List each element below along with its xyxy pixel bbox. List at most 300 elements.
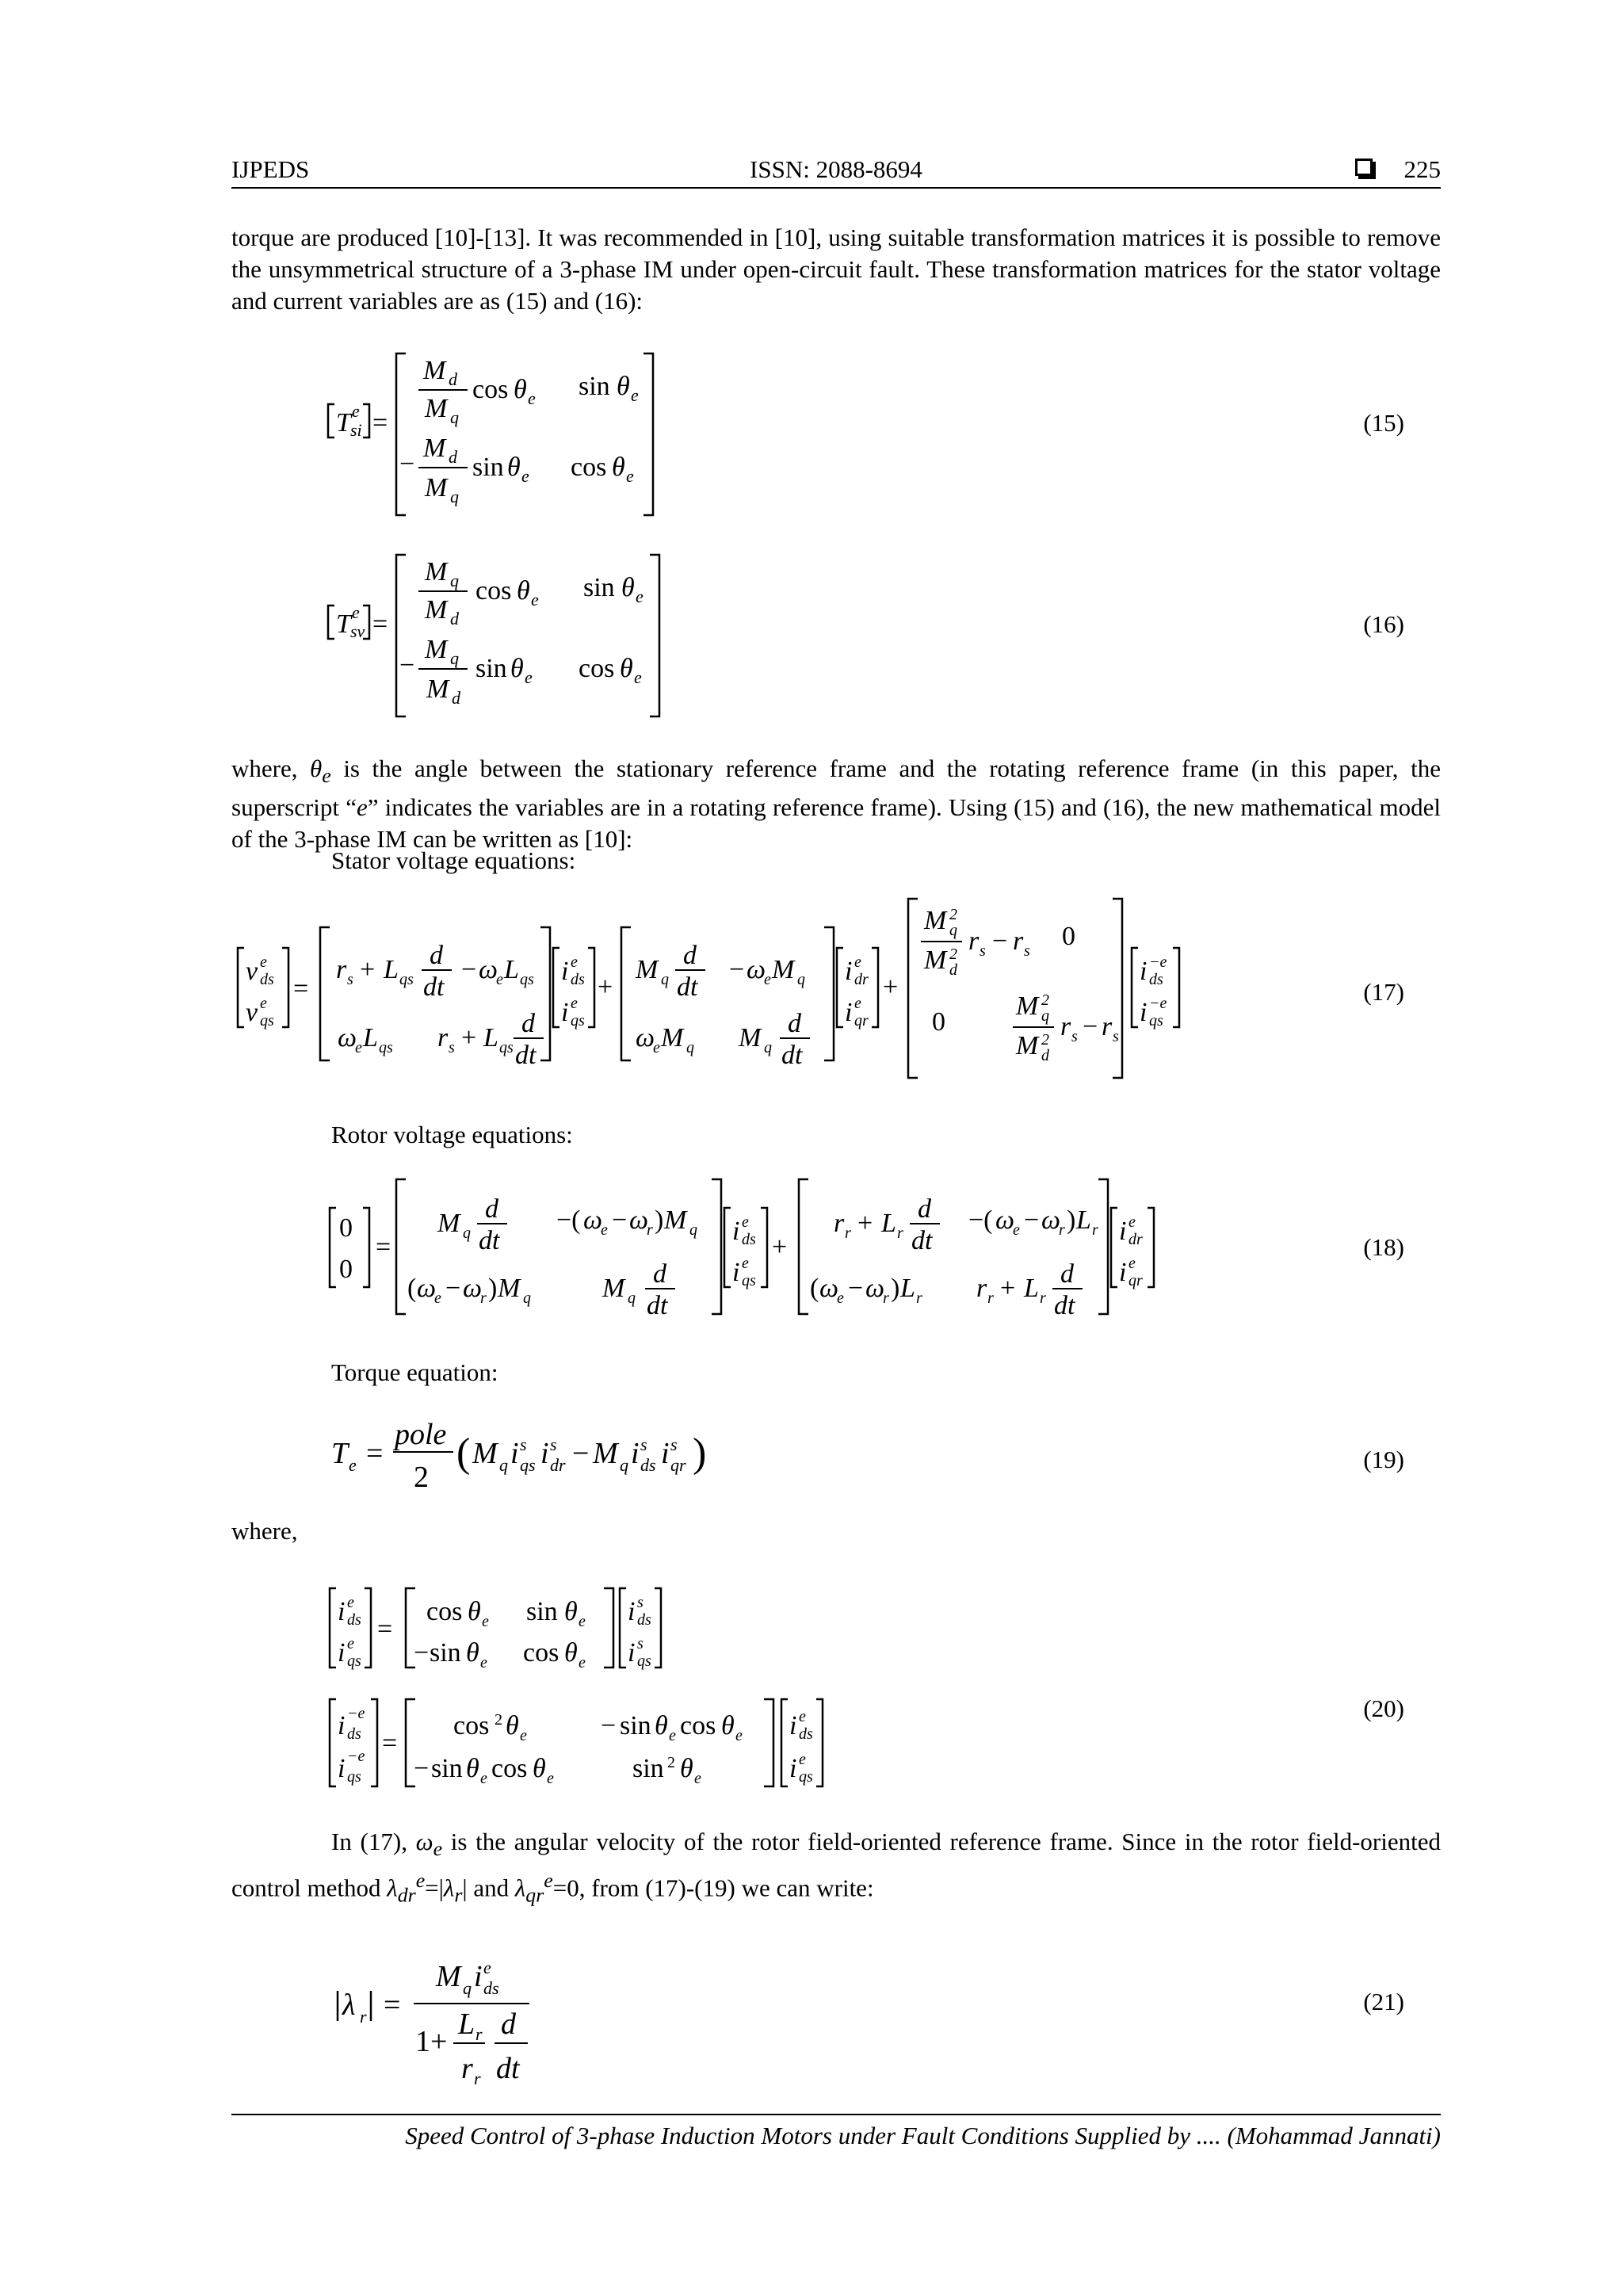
svg-text:i: i xyxy=(789,1711,797,1740)
svg-text:v: v xyxy=(246,957,258,986)
svg-text:sin: sin xyxy=(579,372,610,401)
svg-text:d: d xyxy=(449,447,457,467)
svg-text:r: r xyxy=(437,1023,449,1052)
svg-text:qs: qs xyxy=(520,1455,536,1475)
svg-text:d: d xyxy=(918,1194,931,1224)
svg-text:M: M xyxy=(924,946,947,975)
svg-text:=: = xyxy=(377,1614,393,1644)
svg-text:−: − xyxy=(461,955,477,984)
equation-number-20: (20) xyxy=(1363,1694,1404,1722)
svg-text:qs: qs xyxy=(347,1652,361,1670)
rotor-label: Rotor voltage equations: xyxy=(331,1121,573,1148)
svg-text:1+: 1+ xyxy=(415,2025,448,2058)
svg-text:e: e xyxy=(1013,1221,1020,1239)
svg-text:−: − xyxy=(848,1274,864,1303)
where-label: where, xyxy=(231,1517,298,1545)
svg-text:e: e xyxy=(735,1727,743,1744)
svg-text:+: + xyxy=(1000,1274,1016,1303)
svg-text:i: i xyxy=(732,1258,740,1287)
svg-text:e: e xyxy=(260,953,267,971)
svg-text:e: e xyxy=(854,995,861,1012)
svg-text:r: r xyxy=(897,1224,903,1242)
svg-text:qs: qs xyxy=(347,1768,361,1786)
svg-text:s: s xyxy=(637,1594,643,1611)
svg-text:i: i xyxy=(628,1638,636,1668)
svg-text:+: + xyxy=(857,1209,873,1238)
svg-text:i: i xyxy=(1119,1258,1127,1287)
svg-text:−e: −e xyxy=(1149,995,1167,1012)
equation-21 xyxy=(327,1942,564,2092)
svg-text:r: r xyxy=(976,1274,987,1303)
svg-text:2: 2 xyxy=(949,906,957,923)
svg-text:e: e xyxy=(521,466,529,486)
svg-text:r: r xyxy=(336,955,347,984)
svg-text:q: q xyxy=(450,648,459,668)
svg-text:r: r xyxy=(968,926,980,956)
svg-text:ds: ds xyxy=(742,1231,756,1248)
equation-20 xyxy=(327,1582,834,1796)
svg-text:0: 0 xyxy=(339,1213,353,1243)
svg-text:i: i xyxy=(561,998,569,1027)
svg-text:ω: ω xyxy=(479,955,498,984)
svg-text:e: e xyxy=(631,385,639,405)
svg-text:e: e xyxy=(434,1289,441,1307)
svg-text:sin: sin xyxy=(430,1638,461,1668)
svg-text:i: i xyxy=(845,998,853,1027)
equation-number-21: (21) xyxy=(1363,1988,1404,2015)
svg-text:dt: dt xyxy=(479,1226,500,1255)
svg-text:s: s xyxy=(1071,1028,1078,1045)
svg-text:0: 0 xyxy=(932,1007,945,1037)
svg-text:e: e xyxy=(634,667,642,687)
svg-text:qs: qs xyxy=(1149,1012,1163,1030)
svg-text:=: = xyxy=(293,974,309,1003)
journal-name: IJPEDS xyxy=(231,155,310,183)
svg-text:e: e xyxy=(480,1770,487,1787)
svg-text:e: e xyxy=(694,1770,701,1787)
svg-text:M: M xyxy=(437,1209,460,1238)
svg-text:d: d xyxy=(449,369,457,389)
svg-text:sin: sin xyxy=(620,1711,651,1740)
svg-text:q: q xyxy=(686,1039,694,1056)
svg-text:i: i xyxy=(628,1597,636,1626)
svg-text:d: d xyxy=(788,1009,801,1038)
svg-text:0: 0 xyxy=(339,1255,353,1284)
svg-text:qr: qr xyxy=(670,1455,686,1475)
svg-text:θ: θ xyxy=(466,1638,479,1668)
svg-text:qs: qs xyxy=(260,1012,274,1030)
svg-text:ds: ds xyxy=(799,1725,813,1743)
svg-text:M: M xyxy=(425,557,448,586)
svg-text:d: d xyxy=(653,1259,666,1289)
svg-text:M: M xyxy=(436,1960,461,1993)
svg-text:e: e xyxy=(742,1255,749,1272)
svg-text:−: − xyxy=(1083,1012,1098,1041)
svg-text:dr: dr xyxy=(1128,1231,1143,1248)
svg-text:+: + xyxy=(461,1023,477,1052)
svg-text:ω: ω xyxy=(1041,1205,1061,1235)
svg-text:L: L xyxy=(1024,1274,1039,1303)
svg-text:ds: ds xyxy=(260,971,274,988)
svg-text:θ: θ xyxy=(655,1711,668,1740)
svg-text:sin: sin xyxy=(526,1597,558,1626)
checkbox-square-icon xyxy=(1355,159,1373,176)
svg-text:): ) xyxy=(1067,1205,1076,1235)
svg-text:θ: θ xyxy=(620,654,633,683)
svg-text:−: − xyxy=(992,926,1008,956)
svg-text:e: e xyxy=(349,1455,357,1475)
svg-text:r: r xyxy=(360,2007,367,2027)
svg-text:L: L xyxy=(458,2008,475,2041)
svg-text:M: M xyxy=(1016,1031,1039,1060)
svg-text:e: e xyxy=(799,1751,806,1768)
svg-text:2: 2 xyxy=(1041,1031,1049,1049)
svg-text:e: e xyxy=(571,995,578,1012)
svg-text:dt: dt xyxy=(1054,1291,1075,1319)
svg-text:r: r xyxy=(474,2069,481,2088)
svg-text:e: e xyxy=(347,1635,354,1652)
svg-text:d: d xyxy=(430,941,443,970)
svg-text:(: ( xyxy=(407,1274,417,1303)
svg-text:cos: cos xyxy=(571,453,607,482)
svg-text:i: i xyxy=(338,1711,346,1740)
svg-text:sin: sin xyxy=(583,573,615,602)
svg-text:M: M xyxy=(425,635,448,664)
svg-text:e: e xyxy=(355,1039,362,1056)
intro-paragraph: torque are produced [10]-[13]. It was recommended in [10], using suitable transformation matrices it is possible to remove the unsymmetrical structure of a 3-phase IM under open-circuit fault. These transformation matrices for the stator voltage and current variables are as (15) and (16): xyxy=(231,223,1441,315)
svg-text:e: e xyxy=(525,667,533,687)
svg-text:q: q xyxy=(949,922,957,939)
svg-text:q: q xyxy=(450,487,459,506)
svg-text:M: M xyxy=(636,955,659,984)
svg-text:−e: −e xyxy=(347,1748,365,1765)
svg-text:ω: ω xyxy=(819,1274,839,1303)
svg-text:sin: sin xyxy=(632,1754,664,1783)
svg-text:L: L xyxy=(504,955,519,984)
svg-text:M: M xyxy=(602,1274,625,1303)
svg-text:q: q xyxy=(523,1289,531,1307)
svg-text:s: s xyxy=(637,1635,643,1652)
svg-text:L: L xyxy=(900,1274,915,1303)
svg-text:θ: θ xyxy=(510,654,524,683)
svg-text:r: r xyxy=(1102,1012,1113,1041)
svg-text:M: M xyxy=(423,434,446,463)
svg-text:ds: ds xyxy=(347,1725,361,1743)
running-header xyxy=(231,152,1441,189)
svg-text:r: r xyxy=(834,1209,845,1238)
svg-text:−: − xyxy=(399,449,415,479)
svg-text:r: r xyxy=(916,1289,922,1307)
svg-text:i: i xyxy=(510,1437,519,1470)
svg-text:q: q xyxy=(764,1039,772,1056)
final-paragraph: In (17), $\omega_e$ is the angular velocity of the rotor field-oriented reference frame. Since in the rotor field-oriented control method $\lambda_{dr}^e=|\lambda_r|$ and $\lambda_{qr}^e=0$, from (17)-(19) we can write: xyxy=(231,1828,1441,1907)
svg-text:qs: qs xyxy=(379,1039,393,1056)
svg-text:2: 2 xyxy=(667,1754,675,1771)
svg-text:ω: ω xyxy=(417,1274,437,1303)
svg-text:): ) xyxy=(693,1431,707,1476)
svg-text:L: L xyxy=(1076,1205,1091,1235)
svg-text:θ: θ xyxy=(564,1638,578,1668)
stator-label: Stator voltage equations: xyxy=(331,846,576,874)
svg-text:ds: ds xyxy=(637,1611,651,1629)
issn: ISSN: 2088-8694 xyxy=(750,155,922,183)
svg-text:q: q xyxy=(628,1289,636,1307)
svg-text:L: L xyxy=(483,1023,498,1052)
svg-text:i: i xyxy=(789,1754,797,1783)
svg-text:θ: θ xyxy=(721,1711,735,1740)
svg-text:q: q xyxy=(661,971,669,988)
svg-text:ds: ds xyxy=(347,1611,361,1629)
svg-text:e: e xyxy=(1128,1255,1136,1272)
svg-text:ω: ω xyxy=(636,1023,655,1052)
svg-text:r: r xyxy=(1060,1012,1071,1041)
svg-text:i: i xyxy=(1119,1217,1127,1246)
equation-number-16: (16) xyxy=(1363,610,1404,638)
svg-text:q: q xyxy=(463,1978,472,1998)
svg-text:=: = xyxy=(366,1437,384,1470)
svg-text:M: M xyxy=(924,906,947,935)
svg-text:ω: ω xyxy=(629,1205,649,1235)
svg-text:i: i xyxy=(732,1217,740,1246)
svg-text:e: e xyxy=(496,971,503,988)
svg-text:pole: pole xyxy=(395,1418,447,1451)
svg-text:sin: sin xyxy=(475,654,507,683)
svg-text:q: q xyxy=(499,1455,508,1475)
svg-text:cos: cos xyxy=(453,1711,490,1740)
svg-text:ds: ds xyxy=(571,971,585,988)
svg-text:M: M xyxy=(664,1205,687,1235)
svg-text:cos: cos xyxy=(472,375,509,404)
svg-text:ω: ω xyxy=(865,1274,885,1303)
svg-text:L: L xyxy=(384,955,399,984)
svg-text:s: s xyxy=(1113,1028,1119,1045)
svg-text:e: e xyxy=(669,1727,676,1744)
svg-text:e: e xyxy=(837,1289,844,1307)
svg-text:dt: dt xyxy=(781,1041,803,1070)
svg-text:q: q xyxy=(620,1455,628,1475)
svg-text:T: T xyxy=(331,1437,349,1470)
svg-text:λ: λ xyxy=(342,1988,356,2022)
svg-text:e: e xyxy=(854,953,861,971)
svg-text:e: e xyxy=(528,388,536,408)
equation-number-15: (15) xyxy=(1363,409,1404,437)
svg-text:e: e xyxy=(482,1613,489,1630)
svg-text:cos: cos xyxy=(680,1711,716,1740)
svg-text:r: r xyxy=(647,1221,653,1239)
svg-text:M: M xyxy=(661,1023,684,1052)
svg-text:i: i xyxy=(540,1437,549,1470)
svg-text:−: − xyxy=(612,1205,628,1235)
svg-text:d: d xyxy=(1060,1259,1074,1289)
svg-text:i: i xyxy=(338,1597,346,1626)
svg-text:qr: qr xyxy=(1128,1272,1143,1289)
svg-text:ds: ds xyxy=(640,1455,656,1475)
svg-text:d: d xyxy=(949,961,957,979)
svg-text:θ: θ xyxy=(564,1597,578,1626)
svg-text:cos: cos xyxy=(426,1597,463,1626)
page-number: 225 xyxy=(1403,155,1441,183)
svg-text:q: q xyxy=(797,971,805,988)
svg-text:2: 2 xyxy=(495,1711,502,1729)
svg-text:dt: dt xyxy=(911,1226,933,1255)
svg-text:d: d xyxy=(485,1194,498,1224)
svg-text:): ) xyxy=(655,1205,664,1235)
svg-text:i: i xyxy=(561,957,569,986)
svg-text:T: T xyxy=(336,408,351,437)
svg-text:r: r xyxy=(461,2052,473,2085)
svg-text:i: i xyxy=(1140,998,1148,1027)
svg-text:+: + xyxy=(598,972,613,1002)
svg-text:ω: ω xyxy=(995,1205,1015,1235)
svg-text:θ: θ xyxy=(617,372,630,401)
svg-text:−: − xyxy=(414,1638,430,1668)
svg-text:e: e xyxy=(601,1221,608,1239)
svg-text:qs: qs xyxy=(499,1039,514,1056)
svg-text:dt: dt xyxy=(677,972,698,1002)
svg-text:M: M xyxy=(423,356,446,385)
equation-17 xyxy=(231,896,1214,1086)
svg-text:−(: −( xyxy=(556,1205,581,1235)
svg-text:=: = xyxy=(376,1232,391,1262)
svg-text:r: r xyxy=(845,1224,851,1242)
svg-text:−e: −e xyxy=(347,1705,365,1722)
svg-text:r: r xyxy=(987,1289,994,1307)
svg-text:θ: θ xyxy=(680,1754,693,1783)
equation-number-17: (17) xyxy=(1363,978,1404,1006)
svg-text:−: − xyxy=(572,1437,590,1470)
svg-text:θ: θ xyxy=(514,375,527,404)
svg-text:dt: dt xyxy=(647,1291,668,1319)
svg-text:L: L xyxy=(881,1209,896,1238)
svg-text:e: e xyxy=(636,586,643,606)
svg-text:M: M xyxy=(739,1023,762,1052)
svg-text:ω: ω xyxy=(463,1274,483,1303)
svg-text:r: r xyxy=(480,1289,487,1307)
svg-text:θ: θ xyxy=(507,453,521,482)
svg-text:q: q xyxy=(1041,1007,1049,1025)
svg-text:2: 2 xyxy=(949,946,957,963)
svg-text:−: − xyxy=(399,651,415,680)
svg-text:ds: ds xyxy=(1149,971,1163,988)
svg-text:L: L xyxy=(363,1023,378,1052)
svg-text:si: si xyxy=(350,420,362,440)
svg-text:dt: dt xyxy=(515,1041,537,1070)
svg-text:r: r xyxy=(1013,926,1024,956)
svg-text:θ: θ xyxy=(621,573,635,602)
svg-text:q: q xyxy=(450,407,459,427)
svg-text:sin: sin xyxy=(472,453,504,482)
svg-text:=: = xyxy=(382,1729,398,1758)
svg-text:dt: dt xyxy=(496,2052,520,2085)
svg-text:2: 2 xyxy=(414,1461,429,1494)
svg-text:T: T xyxy=(336,609,351,639)
svg-text:−e: −e xyxy=(1149,953,1167,971)
svg-text:dr: dr xyxy=(550,1455,566,1475)
where-paragraph: where, $\theta_e$ is the angle between the stationary reference frame and the rotating reference frame (in this paper, the superscript “e” indicates the variables are in a rotating reference frame). Using (15) and (16), the new mathematical model of the 3-phase IM can be written as [10]: xyxy=(231,755,1442,854)
svg-text:ds: ds xyxy=(483,1978,499,1998)
equation-number-18: (18) xyxy=(1363,1233,1404,1261)
svg-text:(: ( xyxy=(810,1274,819,1303)
svg-text:i: i xyxy=(338,1754,346,1783)
svg-text:e: e xyxy=(1128,1213,1136,1231)
equation-18 xyxy=(327,1176,1182,1319)
svg-text:M: M xyxy=(425,473,448,502)
svg-text:M: M xyxy=(426,674,449,704)
svg-text:s: s xyxy=(550,1435,557,1454)
svg-text:M: M xyxy=(498,1274,521,1303)
svg-text:sin: sin xyxy=(431,1754,463,1783)
svg-text:i: i xyxy=(1140,957,1148,986)
svg-text:e: e xyxy=(799,1708,806,1725)
svg-text:e: e xyxy=(352,602,360,622)
svg-text:−: − xyxy=(445,1274,461,1303)
svg-text:qr: qr xyxy=(854,1012,869,1030)
svg-text:cos: cos xyxy=(475,576,512,606)
svg-text:=: = xyxy=(384,1988,401,2022)
svg-text:M: M xyxy=(1016,991,1039,1021)
svg-text:2: 2 xyxy=(1041,991,1049,1009)
svg-text:s: s xyxy=(347,971,353,988)
svg-text:e: e xyxy=(347,1594,354,1611)
svg-text:e: e xyxy=(571,953,578,971)
svg-text:i: i xyxy=(338,1638,346,1668)
svg-text:ω: ω xyxy=(583,1205,603,1235)
svg-text:=: = xyxy=(372,408,388,437)
svg-text:q: q xyxy=(463,1224,471,1242)
svg-text:s: s xyxy=(640,1435,647,1454)
equation-16 xyxy=(317,550,689,724)
svg-text:qs: qs xyxy=(637,1652,651,1670)
svg-text:qs: qs xyxy=(799,1768,813,1786)
equation-number-19: (19) xyxy=(1363,1446,1404,1473)
svg-text:e: e xyxy=(260,995,267,1012)
svg-text:cos: cos xyxy=(579,654,615,683)
svg-text:θ: θ xyxy=(468,1597,481,1626)
svg-text:s: s xyxy=(449,1039,455,1056)
svg-text:dr: dr xyxy=(854,971,869,988)
svg-text:cos: cos xyxy=(491,1754,528,1783)
svg-text:−: − xyxy=(601,1711,617,1740)
svg-text:qs: qs xyxy=(520,971,534,988)
svg-text:i: i xyxy=(474,1960,483,1993)
svg-text:0: 0 xyxy=(1062,922,1075,951)
svg-text:θ: θ xyxy=(466,1754,479,1783)
equation-19 xyxy=(327,1409,723,1504)
svg-text:qs: qs xyxy=(742,1272,756,1289)
svg-text:θ: θ xyxy=(517,576,530,606)
equation-15 xyxy=(317,349,689,523)
svg-text:e: e xyxy=(579,1613,586,1630)
svg-text:): ) xyxy=(891,1274,900,1303)
svg-text:d: d xyxy=(1041,1047,1049,1064)
svg-text:cos: cos xyxy=(523,1638,559,1668)
svg-text:s: s xyxy=(670,1435,678,1454)
svg-text:q: q xyxy=(450,571,459,590)
svg-text:qs: qs xyxy=(399,971,414,988)
svg-text:M: M xyxy=(772,955,795,984)
svg-text:d: d xyxy=(501,2008,516,2041)
svg-text:r: r xyxy=(1092,1221,1098,1239)
svg-text:e: e xyxy=(742,1213,749,1231)
svg-text:(: ( xyxy=(456,1431,471,1476)
svg-text:e: e xyxy=(547,1770,554,1787)
svg-text:d: d xyxy=(450,609,459,628)
svg-text:−(: −( xyxy=(968,1205,993,1235)
svg-text:d: d xyxy=(452,688,460,708)
svg-text:i: i xyxy=(845,957,853,986)
svg-text:e: e xyxy=(531,590,539,609)
svg-text:dt: dt xyxy=(423,972,445,1002)
